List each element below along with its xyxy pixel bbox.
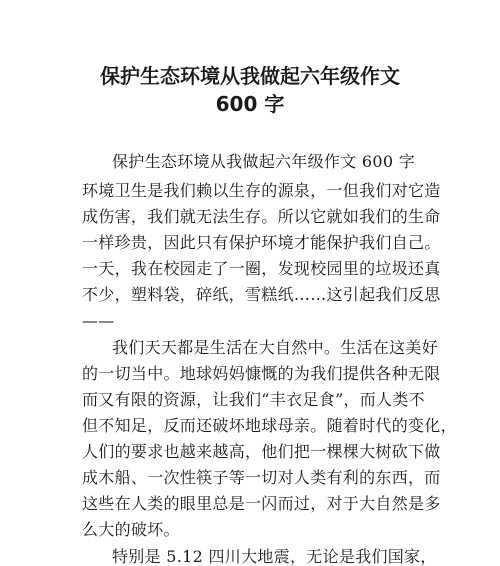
- text-line: 么大的破坏。: [82, 520, 180, 539]
- text-line: 成木船、一次性筷子等一切对人类有利的东西，而: [82, 468, 441, 487]
- document-title: 保护生态环境从我做起六年级作文: [100, 64, 400, 88]
- document-title-continued: 600 字: [215, 92, 285, 116]
- text-line: 成伤害，我们就无法生存。所以它就如我们的生命: [82, 207, 441, 226]
- text-line: 而又有限的资源，让我们“丰衣足食”，而人类不: [82, 390, 425, 409]
- text-line: 不少，塑料袋，碎纸，雪糕纸……这引起我们反思: [82, 285, 441, 304]
- text-line: ——: [82, 311, 115, 330]
- text-line: 特别是 5.12 四川大地震，无论是我们国家，: [112, 547, 437, 566]
- text-line: 环境卫生是我们赖以生存的源泉，一但我们对它造: [82, 181, 441, 200]
- text-line: 我们天天都是生活在大自然中。生活在这美好: [112, 338, 439, 357]
- text-line: 一天，我在校园走了一圈，发现校园里的垃圾还真: [82, 259, 441, 278]
- text-line: 但不知足，反而还破坏地球母亲。随着时代的变化，: [82, 416, 457, 435]
- text-line: 保护生态环境从我做起六年级作文 600 字: [112, 152, 416, 171]
- text-line: 这些在人类的眼里总是一闪而过，对于大自然是多: [82, 494, 441, 513]
- text-line: 一样珍贵，因此只有保护环境才能保护我们自己。: [82, 233, 441, 252]
- text-line: 人们的要求也越来越高，他们把一棵棵大树砍下做: [82, 442, 441, 461]
- text-line: 的一切当中。地球妈妈慷慨的为我们提供各种无限: [82, 364, 441, 383]
